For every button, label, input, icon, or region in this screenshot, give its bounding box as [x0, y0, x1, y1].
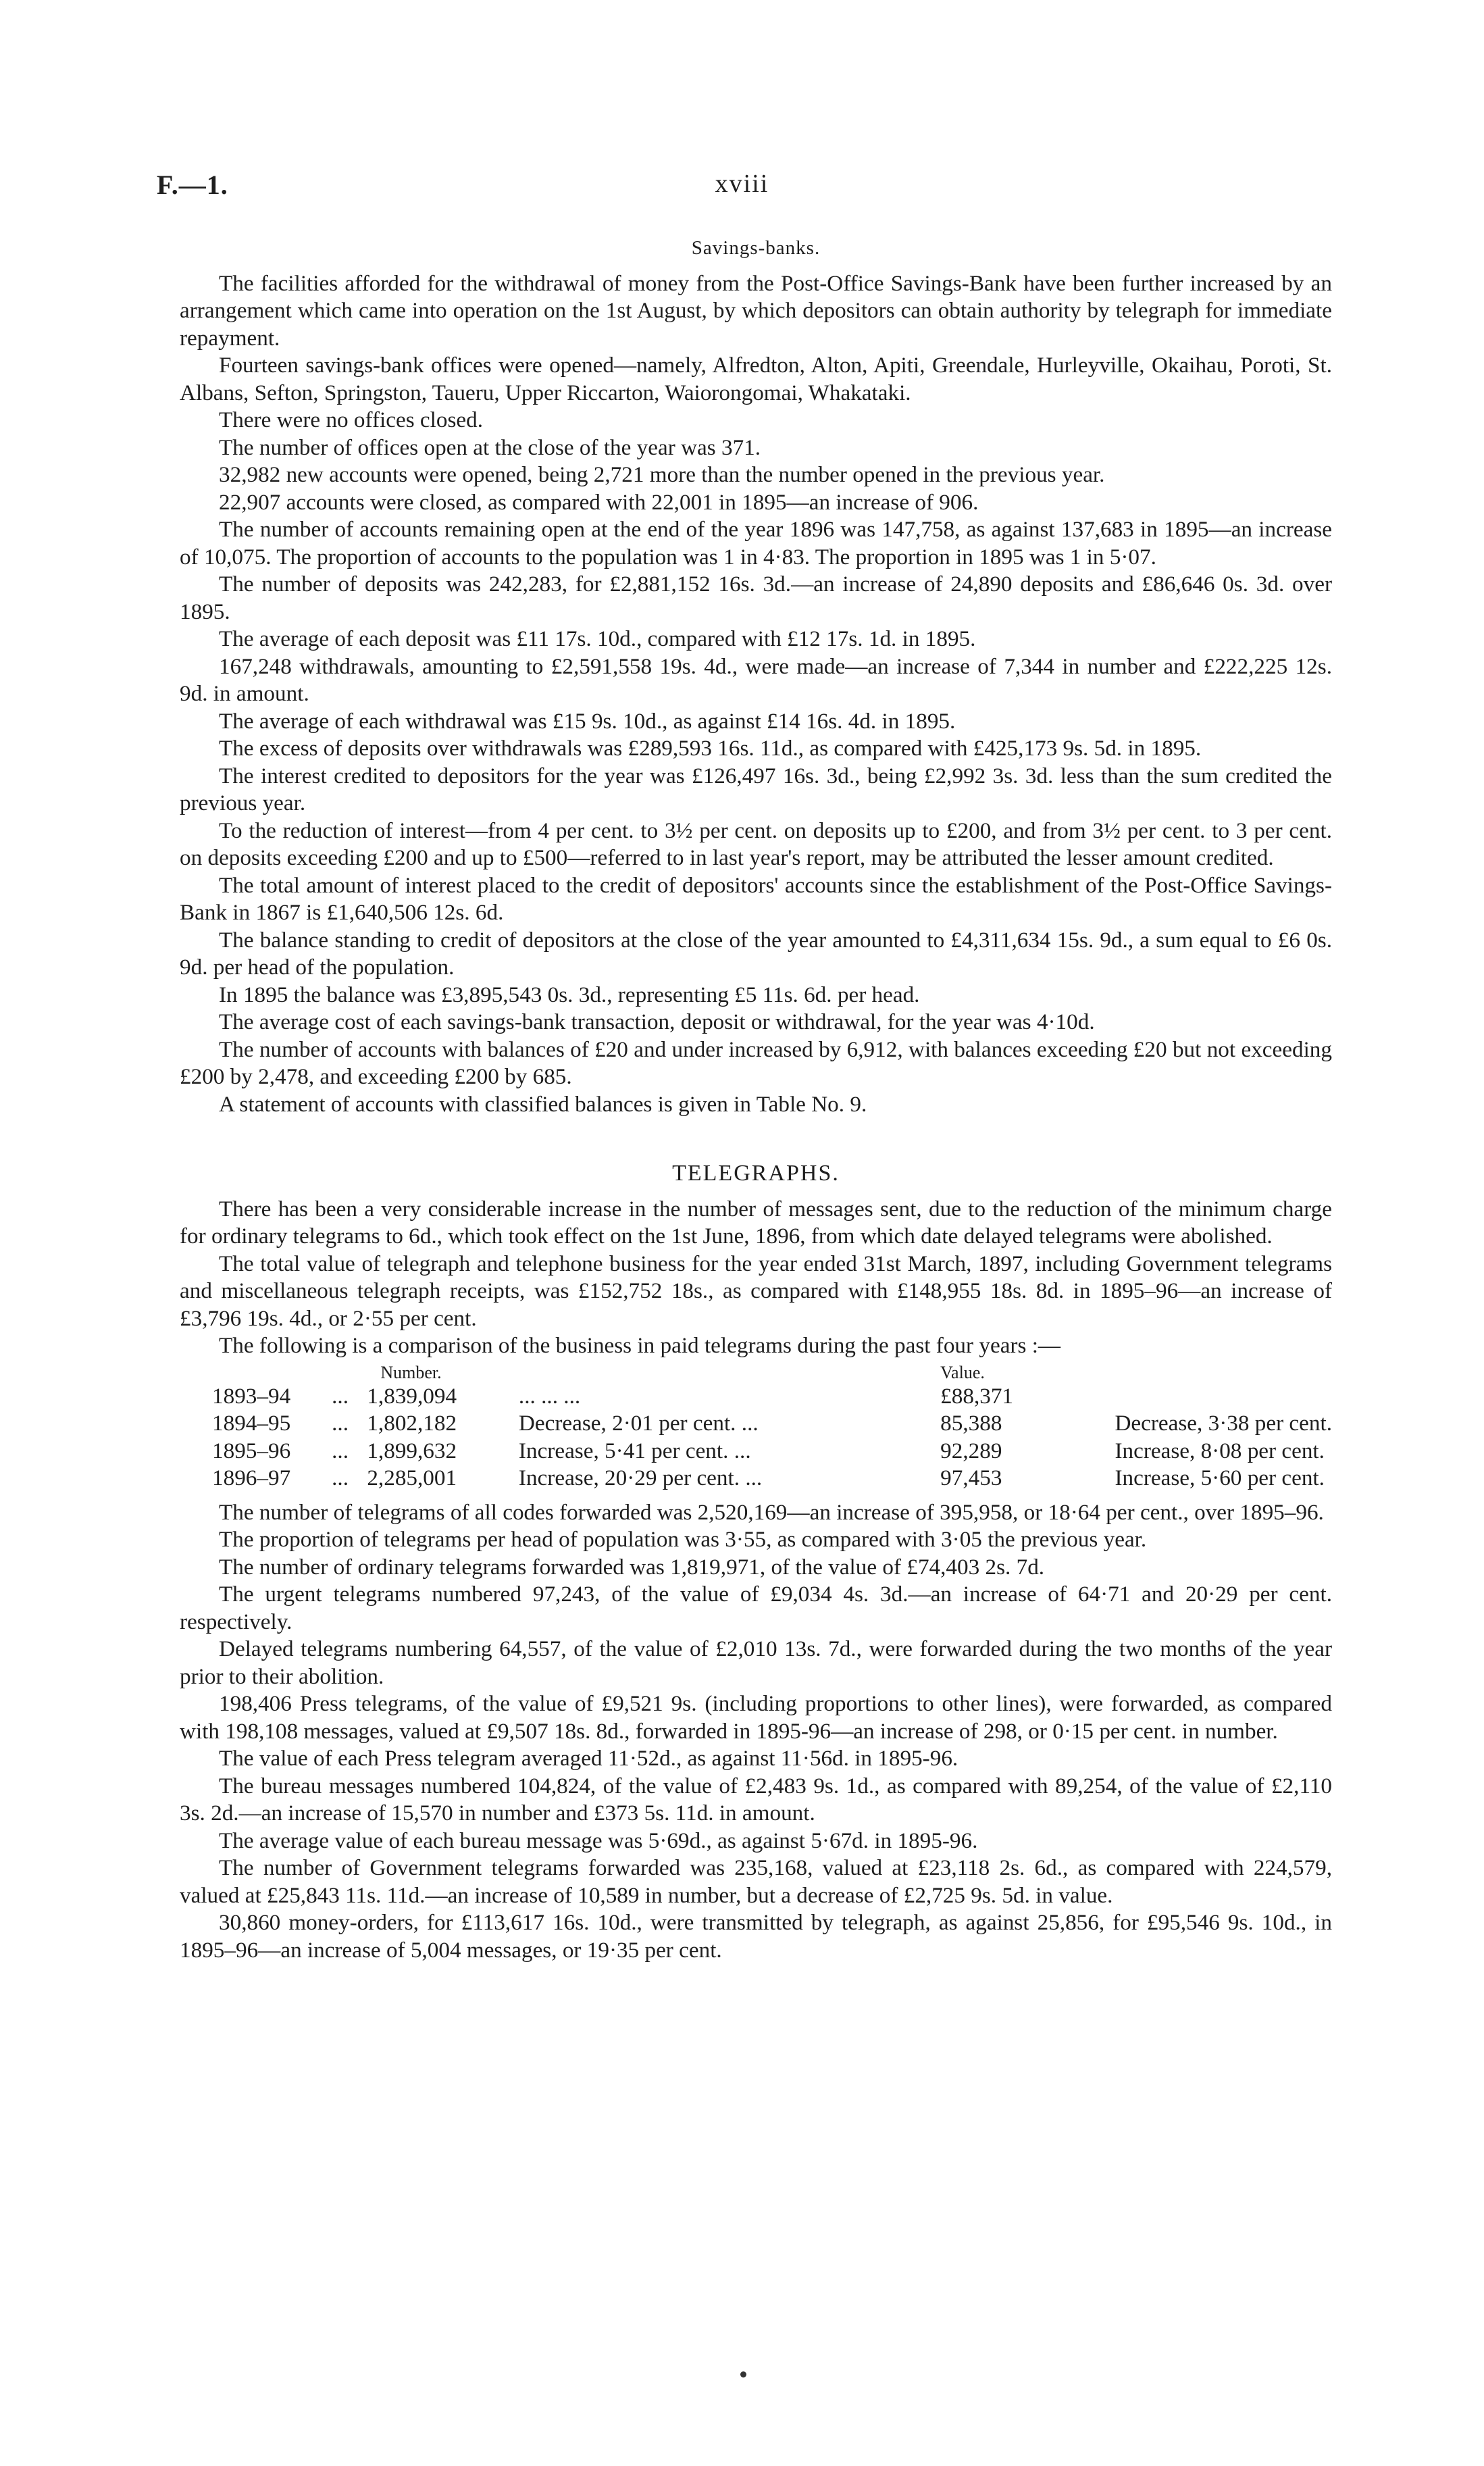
- telegraphs-section: [180, 1196, 1332, 1965]
- paragraph: The excess of deposits over withdrawals was £289,593 16s. 11d., as compared with £425,173 9s. 5d. in 1895.: [219, 736, 1202, 761]
- table-row: [180, 1410, 1332, 1438]
- row-leader: ...: [332, 1411, 349, 1436]
- row-value: £88,371: [940, 1383, 1014, 1409]
- page-content: [180, 230, 1332, 1964]
- paragraph: 32,982 new accounts were opened, being 2,721 more than the number opened in the previous year.: [219, 462, 1105, 487]
- paragraph: The number of offices open at the close of the year was 371.: [219, 434, 761, 460]
- page-header: [0, 169, 1484, 209]
- row-value: 85,388: [940, 1411, 1002, 1436]
- table-header-row: [180, 1363, 1332, 1383]
- paragraph: To the reduction of interest—from 4 per cent. to 3½ per cent. on deposits up to £200, and from 3½ per cent. to 3 per cent. on deposits exceeding £200 and up to £500—referred to in last year's report, may be attributed the lesser amount credited.: [180, 817, 1332, 870]
- telegraphs-heading: TELEGRAPHS.: [672, 1161, 840, 1186]
- paragraph: The urgent telegrams numbered 97,243, of the value of £9,034 4s. 3d.—an increase of 64·71 and 20·29 per cent. respectively.: [180, 1582, 1332, 1634]
- row-value-change: Decrease, 3·38 per cent.: [1115, 1411, 1332, 1436]
- row-number-change: ... ... ...: [518, 1383, 581, 1409]
- column-header-value: Value.: [940, 1362, 985, 1382]
- paragraph: The number of accounts remaining open at the end of the year 1896 was 147,758, as against 137,683 in 1895—an increase of 10,075. The proportion of accounts to the population was 1 in 4·83. The proportion in 1895 was 1 in 5·07.: [180, 517, 1332, 570]
- row-value: 92,289: [940, 1438, 1002, 1463]
- row-value-change: [1115, 1383, 1332, 1411]
- row-year: 1893–94: [212, 1383, 291, 1409]
- paragraph: The balance standing to credit of depositors at the close of the year amounted to £4,311,634 15s. 9d., a sum equal to £6 0s. 9d. per head of the population.: [180, 927, 1332, 980]
- row-value-change: Increase, 8·08 per cent.: [1115, 1438, 1325, 1463]
- paragraph: The total value of telegraph and telephone business for the year ended 31st March, 1897, including Government telegrams and miscellaneous telegraph receipts, was £152,752 18s., as compared with £148,955 18s. 8d. in 1895–96—an increase of £3,796 19s. 4d., or 2·55 per cent.: [180, 1251, 1332, 1331]
- paragraph: 22,907 accounts were closed, as compared with 22,001 in 1895—an increase of 906.: [219, 489, 979, 515]
- paragraph: The number of Government telegrams forwarded was 235,168, valued at £23,118 2s. 6d., as compared with 224,579, valued at £25,843 11s. 11d.—an increase of 10,589 in number, but a decrease of £2,725 9s. 5d. in value.: [180, 1855, 1332, 1908]
- column-header-number: Number.: [380, 1362, 442, 1382]
- row-leader: ...: [332, 1383, 349, 1409]
- row-number-change: Decrease, 2·01 per cent. ...: [518, 1411, 759, 1436]
- row-number: 2,285,001: [367, 1465, 457, 1490]
- paid-telegrams-table: [180, 1363, 1332, 1492]
- paragraph: The facilities afforded for the withdrawal of money from the Post-Office Savings-Bank have been further increased by an arrangement which came into operation on the 1st August, by which depositors can obtain authority by telegraph for immediate repayment.: [180, 270, 1332, 351]
- page-number: xviii: [715, 170, 769, 198]
- paragraph: The number of accounts with balances of £20 and under increased by 6,912, with balances exceeding £20 but not exceeding £200 by 2,478, and exceeding £200 by 685.: [180, 1036, 1332, 1089]
- paragraph: The number of ordinary telegrams forwarded was 1,819,971, of the value of £74,403 2s. 7d.: [219, 1554, 1045, 1580]
- paragraph: 198,406 Press telegrams, of the value of £9,521 9s. (including proportions to other lines), were forwarded, as compared with 198,108 messages, valued at £9,507 18s. 8d., forwarded in 1895-96—an increase of 298, or 0·15 per cent. in number.: [180, 1691, 1332, 1744]
- row-year: 1895–96: [212, 1438, 291, 1463]
- savings-banks-section: [180, 270, 1332, 1119]
- row-year: 1894–95: [212, 1411, 291, 1436]
- row-leader: ...: [332, 1438, 349, 1463]
- row-number-change: Increase, 5·41 per cent. ...: [518, 1438, 751, 1463]
- row-leader: ...: [332, 1465, 349, 1490]
- paragraph: 30,860 money-orders, for £113,617 16s. 10d., were transmitted by telegraph, as against 25,856, for £95,546 9s. 10d., in 1895–96—an increase of 5,004 messages, or 19·35 per cent.: [180, 1910, 1332, 1963]
- paragraph: The average cost of each savings-bank transaction, deposit or withdrawal, for the year was 4·10d.: [219, 1009, 1095, 1034]
- row-value-change: Increase, 5·60 per cent.: [1115, 1465, 1325, 1490]
- row-number: 1,802,182: [367, 1411, 457, 1436]
- paragraph: The average value of each bureau message was 5·69d., as against 5·67d. in 1895-96.: [219, 1828, 978, 1853]
- paragraph: The value of each Press telegram averaged 11·52d., as against 11·56d. in 1895-96.: [219, 1746, 958, 1771]
- paragraph: There has been a very considerable increase in the number of messages sent, due to the reduction of the minimum charge for ordinary telegrams to 6d., which took effect on the 1st June, 1896, from which date delayed telegrams were abolished.: [180, 1196, 1332, 1249]
- savings-banks-heading-text: Savings-banks.: [691, 237, 821, 259]
- paragraph: 167,248 withdrawals, amounting to £2,591,558 19s. 4d., were made—an increase of 7,344 in number and £222,225 12s. 9d. in amount.: [180, 653, 1332, 706]
- paragraph: The interest credited to depositors for the year was £126,497 16s. 3d., being £2,992 3s. 3d. less than the sum credited the previous year.: [180, 763, 1332, 815]
- row-number: 1,839,094: [367, 1383, 457, 1409]
- paragraph: Delayed telegrams numbering 64,557, of the value of £2,010 13s. 7d., were forwarded during the two months of the year prior to their abolition.: [180, 1636, 1332, 1689]
- paragraph: The average of each deposit was £11 17s. 10d., compared with £12 17s. 1d. in 1895.: [219, 626, 976, 651]
- row-year: 1896–97: [212, 1465, 291, 1490]
- table-row: [180, 1383, 1332, 1411]
- paragraph: There were no offices closed.: [219, 407, 484, 432]
- table-row: [180, 1465, 1332, 1492]
- paragraph: The proportion of telegrams per head of population was 3·55, as compared with 3·05 the previous year.: [219, 1527, 1147, 1552]
- paragraph: The average of each withdrawal was £15 9s. 10d., as against £14 16s. 4d. in 1895.: [219, 708, 956, 734]
- paragraph: A statement of accounts with classified balances is given in Table No. 9.: [219, 1091, 867, 1117]
- table-row: [180, 1438, 1332, 1465]
- row-value: 97,453: [940, 1465, 1002, 1490]
- document-reference: F.—1.: [157, 170, 228, 200]
- paragraph: Fourteen savings-bank offices were opened—namely, Alfredton, Alton, Apiti, Greendale, Hurleyville, Okaihau, Poroti, St. Albans, Sefton, Springston, Taueru, Upper Riccarton, Waiorongomai, Whakataki.: [180, 353, 1332, 405]
- paragraph: The following is a comparison of the business in paid telegrams during the past four years :—: [219, 1333, 1061, 1358]
- paragraph: The bureau messages numbered 104,824, of the value of £2,483 9s. 1d., as compared with 89,254, of the value of £2,110 3s. 2d.—an increase of 15,570 in number and £373 5s. 11d. in amount.: [180, 1773, 1332, 1826]
- row-number-change: Increase, 20·29 per cent. ...: [518, 1465, 763, 1490]
- page-dot-mark: [740, 2371, 746, 2377]
- paragraph: The total amount of interest placed to the credit of depositors' accounts since the establishment of the Post-Office Savings-Bank in 1867 is £1,640,506 12s. 6d.: [180, 872, 1332, 925]
- row-number: 1,899,632: [367, 1438, 457, 1463]
- savings-banks-heading: [180, 234, 1332, 262]
- paragraph: The number of telegrams of all codes forwarded was 2,520,169—an increase of 395,958, or 18·64 per cent., over 1895–96.: [219, 1499, 1324, 1525]
- paragraph: In 1895 the balance was £3,895,543 0s. 3d., representing £5 11s. 6d. per head.: [219, 982, 920, 1007]
- paragraph: The number of deposits was 242,283, for £2,881,152 16s. 3d.—an increase of 24,890 deposits and £86,646 0s. 3d. over 1895.: [180, 572, 1332, 624]
